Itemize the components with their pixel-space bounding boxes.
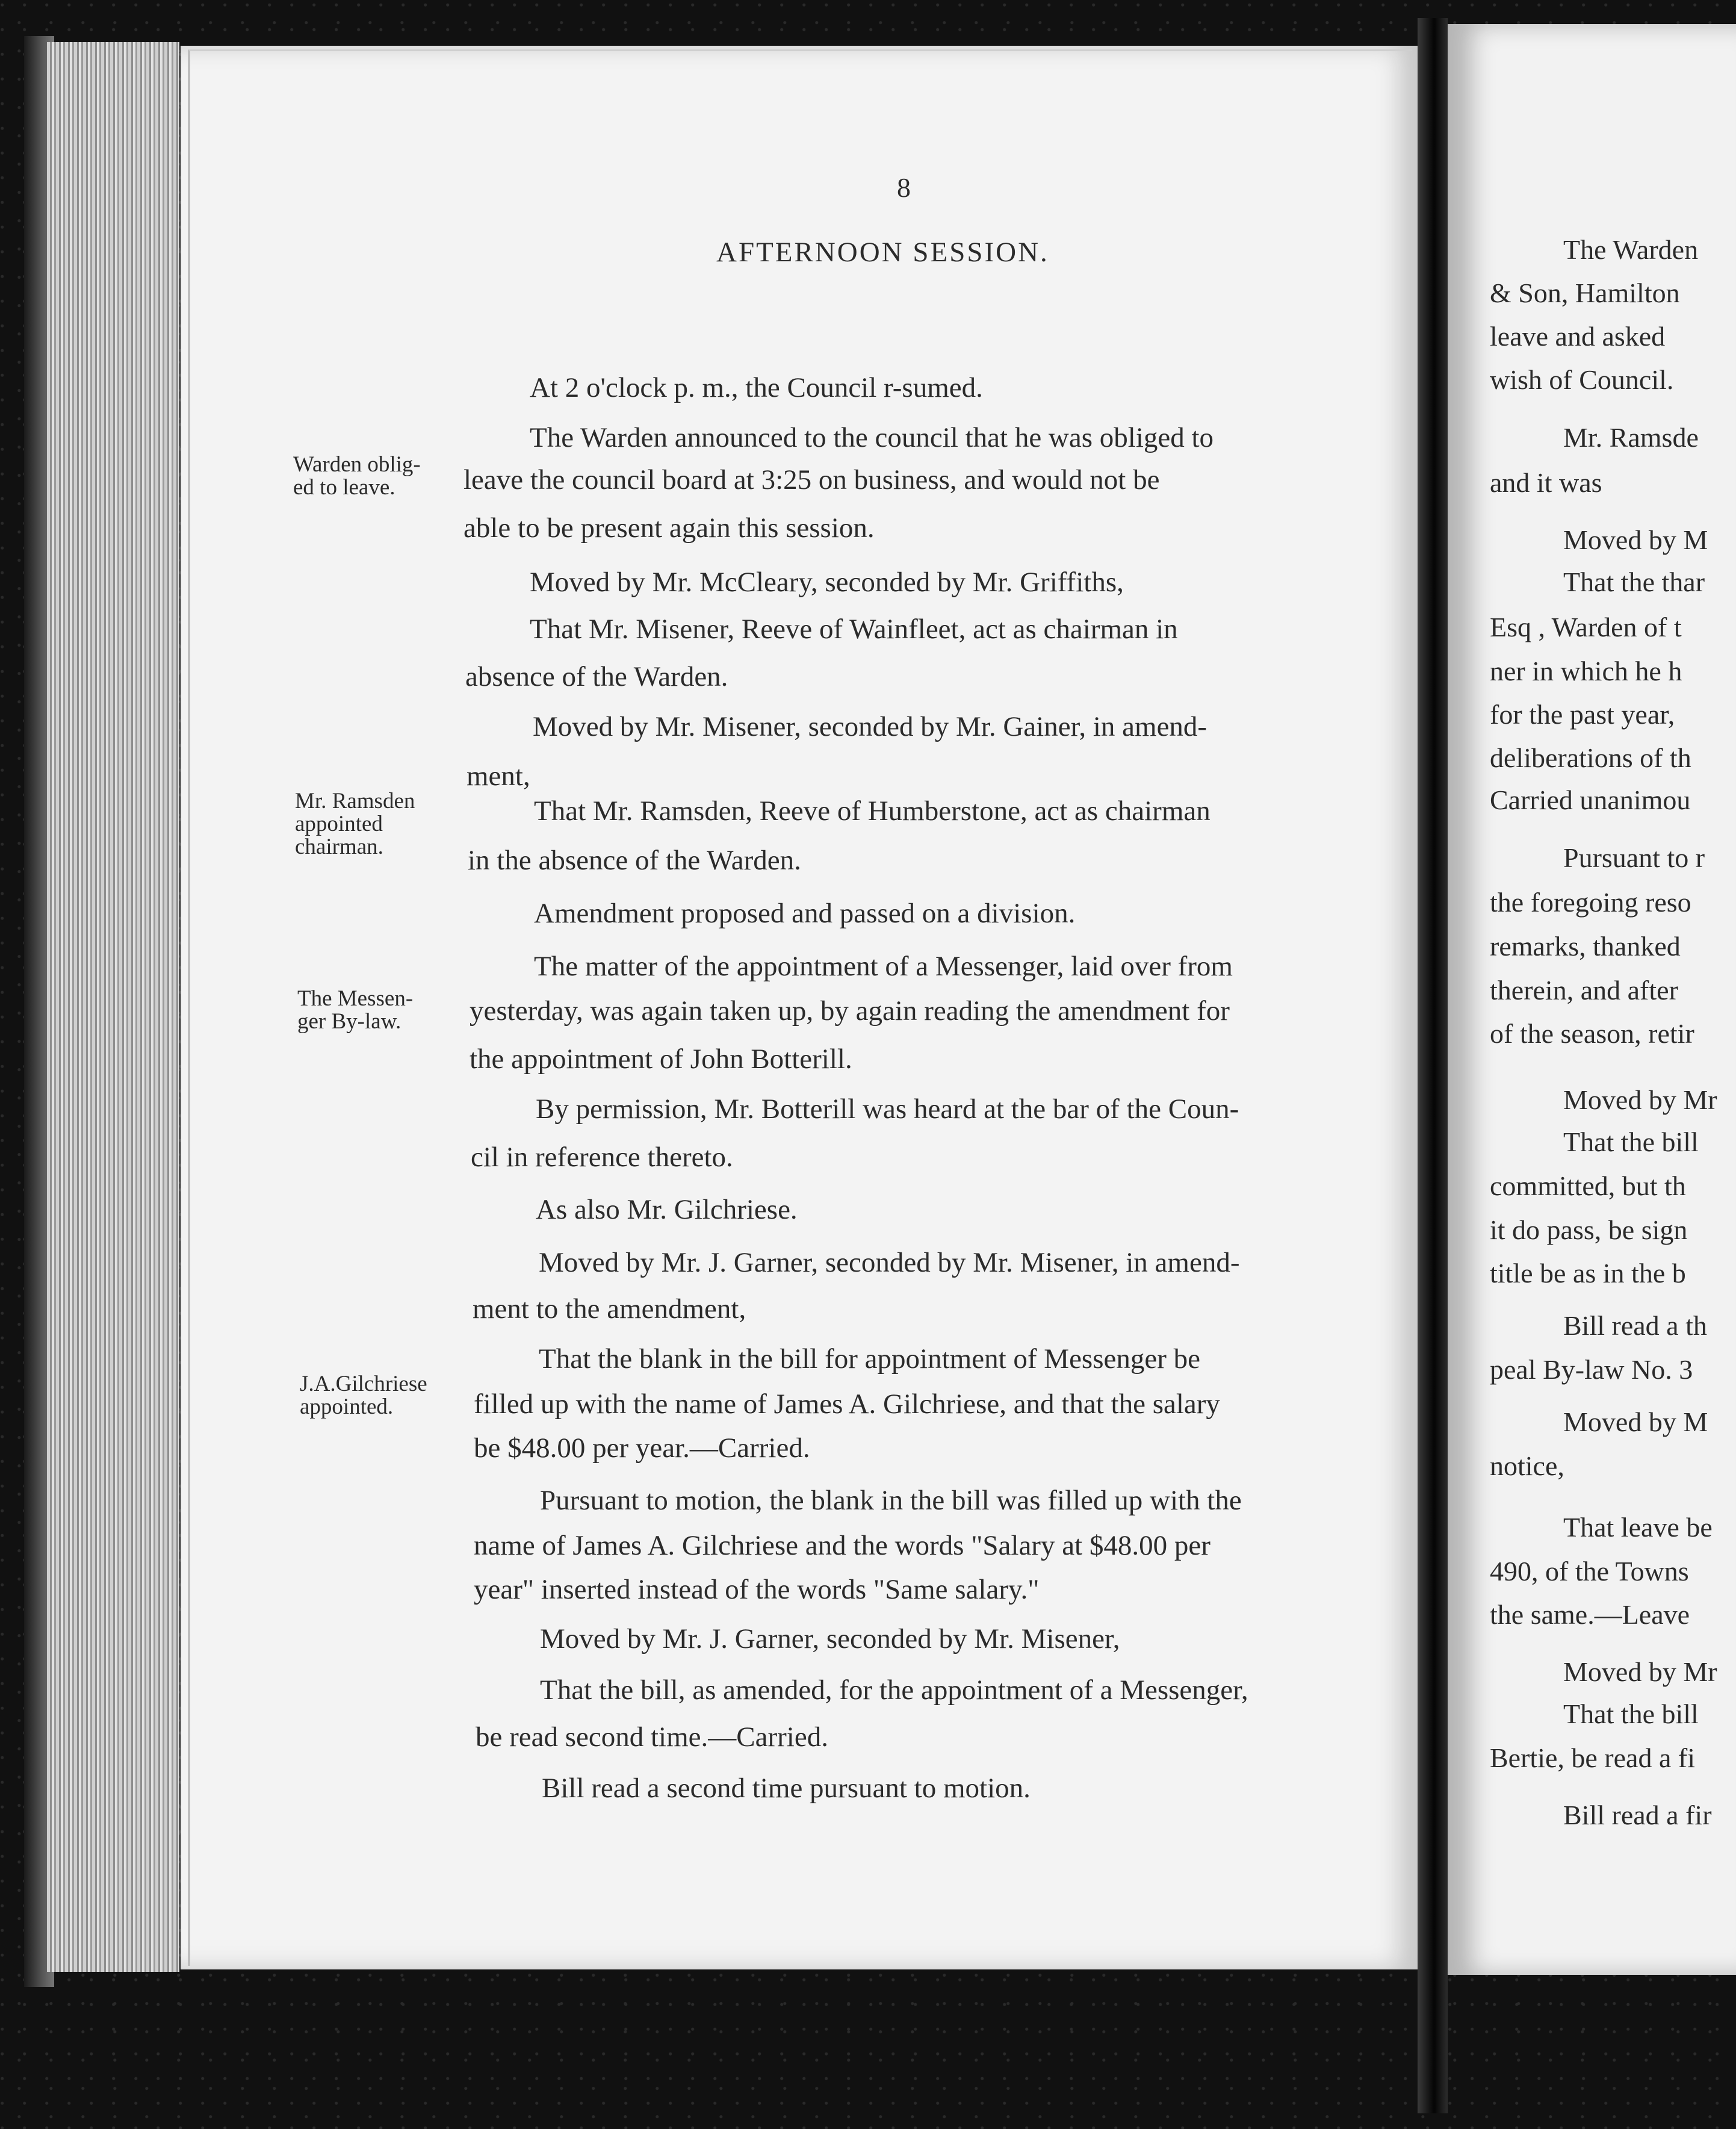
right-line: title be as in the b: [1490, 1258, 1686, 1288]
body-line: be read second time.—Carried.: [476, 1721, 828, 1753]
right-line: and it was: [1490, 467, 1602, 498]
right-page-text-clip: [1448, 24, 1736, 1975]
body-line: Moved by Mr. Misener, seconded by Mr. Gainer, in amend-: [533, 711, 1207, 742]
right-line: deliberations of th: [1490, 742, 1691, 773]
right-line: for the past year,: [1490, 699, 1675, 730]
body-line: yesterday, was again taken up, by again reading the amendment for: [470, 995, 1230, 1027]
page-edge-stack: [47, 42, 179, 1972]
margin-note-ramsden: Mr. Ramsden appointed chairman.: [295, 789, 415, 859]
margin-note-warden: Warden oblig- ed to leave.: [293, 452, 421, 500]
book-gutter: [1418, 18, 1448, 2113]
right-line: Esq , Warden of t: [1490, 612, 1682, 642]
body-line: The matter of the appointment of a Messenger, laid over from: [534, 951, 1233, 982]
right-line: remarks, thanked: [1490, 931, 1681, 962]
body-line: ment to the amendment,: [473, 1293, 746, 1325]
body-line: filled up with the name of James A. Gilchriese, and that the salary: [474, 1388, 1220, 1420]
body-line: As also Mr. Gilchriese.: [536, 1194, 798, 1225]
right-line: wish of Council.: [1490, 364, 1674, 395]
right-line: Moved by M: [1563, 524, 1708, 555]
right-line: Mr. Ramsde: [1563, 422, 1699, 453]
right-line: of the season, retir: [1490, 1018, 1694, 1049]
right-line: committed, but th: [1490, 1170, 1686, 1201]
body-line: Bill read a second time pursuant to motion.: [542, 1773, 1031, 1804]
body-line: That the blank in the bill for appointment of Messenger be: [539, 1343, 1200, 1375]
right-line: Bertie, be read a fi: [1490, 1742, 1695, 1773]
right-line: That the thar: [1563, 567, 1705, 597]
body-line: cil in reference thereto.: [471, 1142, 733, 1173]
body-line: That Mr. Ramsden, Reeve of Humberstone, act as chairman: [534, 795, 1211, 827]
section-heading: AFTERNOON SESSION.: [716, 237, 1049, 268]
right-line: That the bill: [1563, 1127, 1699, 1157]
body-line: By permission, Mr. Botterill was heard at the bar of the Coun-: [536, 1093, 1239, 1125]
body-line: Amendment proposed and passed on a division.: [534, 898, 1076, 929]
body-line: That the bill, as amended, for the appointment of a Messenger,: [540, 1674, 1248, 1706]
body-line: The Warden announced to the council that he was obliged to: [530, 422, 1214, 453]
body-line: Moved by Mr. J. Garner, seconded by Mr. Misener,: [540, 1623, 1120, 1655]
body-line: That Mr. Misener, Reeve of Wainfleet, act as chairman in: [530, 614, 1178, 645]
margin-note-messenger: The Messen- ger By-law.: [297, 986, 414, 1034]
body-line: absence of the Warden.: [465, 661, 728, 692]
body-line: be $48.00 per year.—Carried.: [474, 1432, 810, 1464]
right-line: notice,: [1490, 1450, 1564, 1481]
margin-note-gilchriese: J.A.Gilchriese appointed.: [300, 1372, 427, 1419]
body-line: year" inserted instead of the words "Same salary.": [474, 1574, 1040, 1605]
body-line: able to be present again this session.: [463, 512, 875, 544]
right-line: therein, and after: [1490, 975, 1678, 1005]
right-line: Moved by Mr: [1563, 1084, 1717, 1115]
right-line: ner in which he h: [1490, 656, 1682, 686]
body-line: Moved by Mr. McCleary, seconded by Mr. Griffiths,: [530, 567, 1124, 598]
right-line: leave and asked: [1490, 321, 1666, 352]
right-line: That the bill: [1563, 1699, 1699, 1729]
body-line: ment,: [467, 760, 530, 792]
right-line: The Warden: [1563, 234, 1699, 265]
right-line: Carried unanimou: [1490, 785, 1691, 815]
body-line: Pursuant to motion, the blank in the bill was filled up with the: [540, 1485, 1242, 1516]
page-number: 8: [897, 172, 911, 203]
body-line: in the absence of the Warden.: [468, 845, 801, 876]
right-line: Pursuant to r: [1563, 842, 1705, 873]
right-line: Bill read a fir: [1563, 1800, 1712, 1830]
right-line: & Son, Hamilton: [1490, 278, 1680, 308]
right-line: That leave be: [1563, 1512, 1713, 1543]
right-line: Moved by Mr: [1563, 1656, 1717, 1687]
body-line: leave the council board at 3:25 on business, and would not be: [463, 464, 1160, 496]
right-line: the foregoing reso: [1490, 887, 1691, 918]
body-line: At 2 o'clock p. m., the Council r-sumed.: [530, 372, 983, 403]
body-line: the appointment of John Botterill.: [470, 1043, 852, 1075]
right-line: 490, of the Towns: [1490, 1556, 1689, 1587]
right-line: Bill read a th: [1563, 1310, 1707, 1341]
right-line: Moved by M: [1563, 1406, 1708, 1437]
body-line: name of James A. Gilchriese and the words "Salary at $48.00 per: [474, 1530, 1211, 1561]
right-line: the same.—Leave: [1490, 1599, 1690, 1630]
right-line: peal By-law No. 3: [1490, 1354, 1693, 1385]
right-line: it do pass, be sign: [1490, 1214, 1688, 1245]
body-line: Moved by Mr. J. Garner, seconded by Mr. Misener, in amend-: [539, 1247, 1240, 1278]
